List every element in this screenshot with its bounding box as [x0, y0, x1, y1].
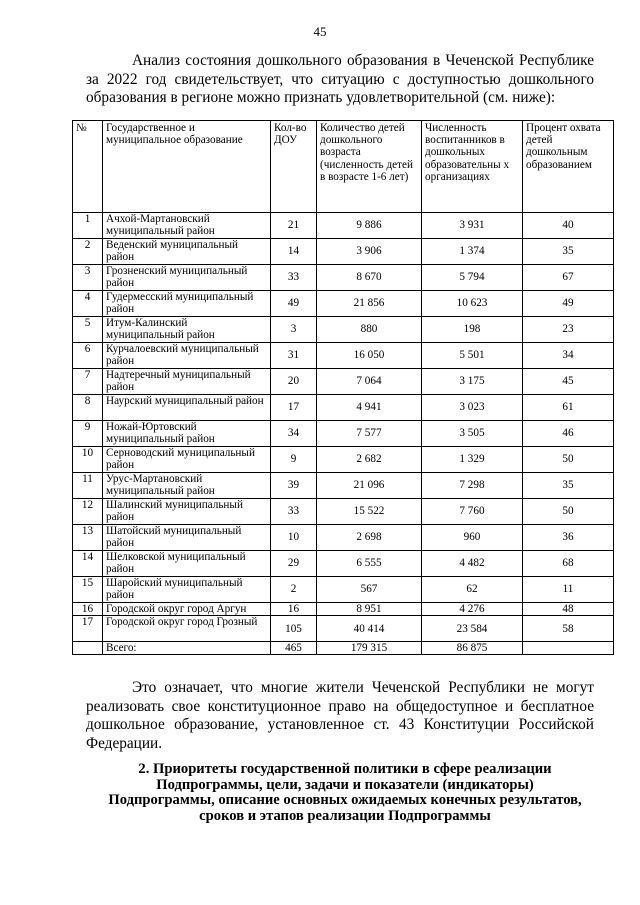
page-number: 45 [313, 24, 327, 39]
row-municipality: Городской округ город Грозный [103, 616, 271, 642]
row-pupils-count: 4 482 [422, 551, 523, 577]
row-municipality: Урус-Мартановский муниципальный район [103, 473, 271, 499]
total-municipality: Всего: [103, 642, 271, 655]
row-dou-count: 20 [271, 369, 317, 395]
row-dou-count: 29 [271, 551, 317, 577]
row-pupils-count: 3 931 [422, 213, 523, 239]
row-coverage-percent: 50 [523, 447, 614, 473]
row-coverage-percent: 23 [523, 317, 614, 343]
table-total-row [73, 642, 614, 655]
total-dou-count: 465 [271, 642, 317, 655]
row-municipality: Надтеречный муниципальный район [103, 369, 271, 395]
row-coverage-percent: 46 [523, 421, 614, 447]
row-children-count: 15 522 [317, 499, 422, 525]
table-row [73, 499, 614, 525]
row-coverage-percent: 67 [523, 265, 614, 291]
table-row [73, 525, 614, 551]
row-dou-count: 17 [271, 395, 317, 421]
header-children-count: Количество детей дошкольного возраста (численность детей в возрасте 1-6 лет) [317, 121, 422, 213]
row-children-count: 6 555 [317, 551, 422, 577]
row-coverage-percent: 35 [523, 473, 614, 499]
row-number: 13 [73, 525, 103, 551]
row-children-count: 7 064 [317, 369, 422, 395]
row-children-count: 567 [317, 577, 422, 603]
row-children-count: 16 050 [317, 343, 422, 369]
row-coverage-percent: 45 [523, 369, 614, 395]
row-dou-count: 49 [271, 291, 317, 317]
row-coverage-percent: 35 [523, 239, 614, 265]
row-children-count: 21 096 [317, 473, 422, 499]
row-number: 5 [73, 317, 103, 343]
row-pupils-count: 10 623 [422, 291, 523, 317]
row-number: 16 [73, 603, 103, 616]
row-dou-count: 9 [271, 447, 317, 473]
row-pupils-count: 4 276 [422, 603, 523, 616]
row-number: 4 [73, 291, 103, 317]
table-row [73, 447, 614, 473]
row-coverage-percent: 48 [523, 603, 614, 616]
row-pupils-count: 3 505 [422, 421, 523, 447]
row-number: 1 [73, 213, 103, 239]
table-row [73, 421, 614, 447]
row-coverage-percent: 11 [523, 577, 614, 603]
row-children-count: 3 906 [317, 239, 422, 265]
row-dou-count: 2 [271, 577, 317, 603]
table-row [73, 213, 614, 239]
row-dou-count: 16 [271, 603, 317, 616]
conclusion-paragraph: Это означает, что многие жители Чеченской Республики не могут реализовать свое конституционное право на общедоступное и бесплатное дошкольное образование, установленное ст. 43 Конституции Российской Федерации. [86, 679, 594, 752]
header-number: № [73, 121, 103, 213]
row-municipality: Курчалоевский муниципальный район [103, 343, 271, 369]
row-number: 8 [73, 395, 103, 421]
row-number: 17 [73, 616, 103, 642]
table-row [73, 369, 614, 395]
row-children-count: 2 682 [317, 447, 422, 473]
row-dou-count: 21 [271, 213, 317, 239]
row-dou-count: 3 [271, 317, 317, 343]
row-number: 10 [73, 447, 103, 473]
table-row [73, 395, 614, 421]
row-municipality: Ачхой-Мартановский муниципальный район [103, 213, 271, 239]
total-number [73, 642, 103, 655]
row-pupils-count: 1 329 [422, 447, 523, 473]
row-dou-count: 14 [271, 239, 317, 265]
row-number: 2 [73, 239, 103, 265]
row-coverage-percent: 50 [523, 499, 614, 525]
table-body [73, 213, 614, 655]
row-number: 11 [73, 473, 103, 499]
row-pupils-count: 23 584 [422, 616, 523, 642]
table-row [73, 317, 614, 343]
table-row [73, 265, 614, 291]
row-children-count: 7 577 [317, 421, 422, 447]
row-dou-count: 34 [271, 421, 317, 447]
row-pupils-count: 7 760 [422, 499, 523, 525]
row-municipality: Шатойский муниципальный район [103, 525, 271, 551]
section-heading [60, 762, 630, 824]
row-municipality: Серноводский муниципальный район [103, 447, 271, 473]
row-pupils-count: 198 [422, 317, 523, 343]
header-pupils-count: Численность воспитанников в дошкольных образовательны х организациях [422, 121, 523, 213]
row-municipality: Гудермесский муниципальный район [103, 291, 271, 317]
row-pupils-count: 960 [422, 525, 523, 551]
section-heading-line: Подпрограммы, цели, задачи и показатели (индикаторы) [156, 776, 534, 793]
table-row [73, 616, 614, 642]
row-number: 3 [73, 265, 103, 291]
row-pupils-count: 1 374 [422, 239, 523, 265]
table-row [73, 603, 614, 616]
row-number: 7 [73, 369, 103, 395]
row-municipality: Городской округ город Аргун [103, 603, 271, 616]
row-dou-count: 39 [271, 473, 317, 499]
table-row [73, 577, 614, 603]
row-children-count: 9 886 [317, 213, 422, 239]
row-pupils-count: 3 175 [422, 369, 523, 395]
row-pupils-count: 3 023 [422, 395, 523, 421]
row-municipality: Шелковской муниципальный район [103, 551, 271, 577]
header-municipality: Государственное и муниципальное образование [103, 121, 271, 213]
row-children-count: 21 856 [317, 291, 422, 317]
row-children-count: 40 414 [317, 616, 422, 642]
row-dou-count: 10 [271, 525, 317, 551]
row-children-count: 880 [317, 317, 422, 343]
row-pupils-count: 5 794 [422, 265, 523, 291]
preschool-education-table [72, 120, 614, 655]
row-coverage-percent: 40 [523, 213, 614, 239]
table-row [73, 239, 614, 265]
row-children-count: 2 698 [317, 525, 422, 551]
row-coverage-percent: 36 [523, 525, 614, 551]
row-coverage-percent: 68 [523, 551, 614, 577]
row-pupils-count: 5 501 [422, 343, 523, 369]
table-row [73, 473, 614, 499]
table-row [73, 343, 614, 369]
intro-paragraph: Анализ состояния дошкольного образования в Чеченской Республике за 2022 год свидетельствует, что ситуацию с доступностью дошкольного образования в регионе можно признать удовлетворительной (см. ниже): [86, 52, 594, 106]
row-pupils-count: 7 298 [422, 473, 523, 499]
row-coverage-percent: 34 [523, 343, 614, 369]
section-heading-line: 2. Приоритеты государственной политики в сфере реализации [138, 761, 552, 777]
header-dou-count: Кол-во ДОУ [271, 121, 317, 213]
row-number: 9 [73, 421, 103, 447]
row-children-count: 4 941 [317, 395, 422, 421]
row-municipality: Шаройский муниципальный район [103, 577, 271, 603]
row-dou-count: 31 [271, 343, 317, 369]
total-pupils-count: 86 875 [422, 642, 523, 655]
row-municipality: Веденский муниципальный район [103, 239, 271, 265]
total-children-count: 179 315 [317, 642, 422, 655]
row-municipality: Наурский муниципальный район [103, 395, 271, 421]
row-number: 6 [73, 343, 103, 369]
table-row [73, 291, 614, 317]
total-coverage-percent [523, 642, 614, 655]
row-coverage-percent: 58 [523, 616, 614, 642]
section-heading-line: Подпрограммы, описание основных ожидаемых конечных результатов, [108, 792, 582, 808]
row-children-count: 8 670 [317, 265, 422, 291]
table-row [73, 551, 614, 577]
header-coverage-percent: Процент охвата детей дошкольным образованием [523, 121, 614, 213]
row-coverage-percent: 49 [523, 291, 614, 317]
row-number: 12 [73, 499, 103, 525]
table-header-row [73, 121, 614, 213]
row-coverage-percent: 61 [523, 395, 614, 421]
row-municipality: Грозненский муниципальный район [103, 265, 271, 291]
row-children-count: 8 951 [317, 603, 422, 616]
row-number: 14 [73, 551, 103, 577]
row-pupils-count: 62 [422, 577, 523, 603]
row-dou-count: 105 [271, 616, 317, 642]
section-heading-line: сроков и этапов реализации Подпрограммы [199, 807, 491, 824]
row-municipality: Шалинский муниципальный район [103, 499, 271, 525]
row-dou-count: 33 [271, 499, 317, 525]
row-dou-count: 33 [271, 265, 317, 291]
row-municipality: Ножай-Юртовский муниципальный район [103, 421, 271, 447]
row-number: 15 [73, 577, 103, 603]
row-municipality: Итум-Калинский муниципальный район [103, 317, 271, 343]
